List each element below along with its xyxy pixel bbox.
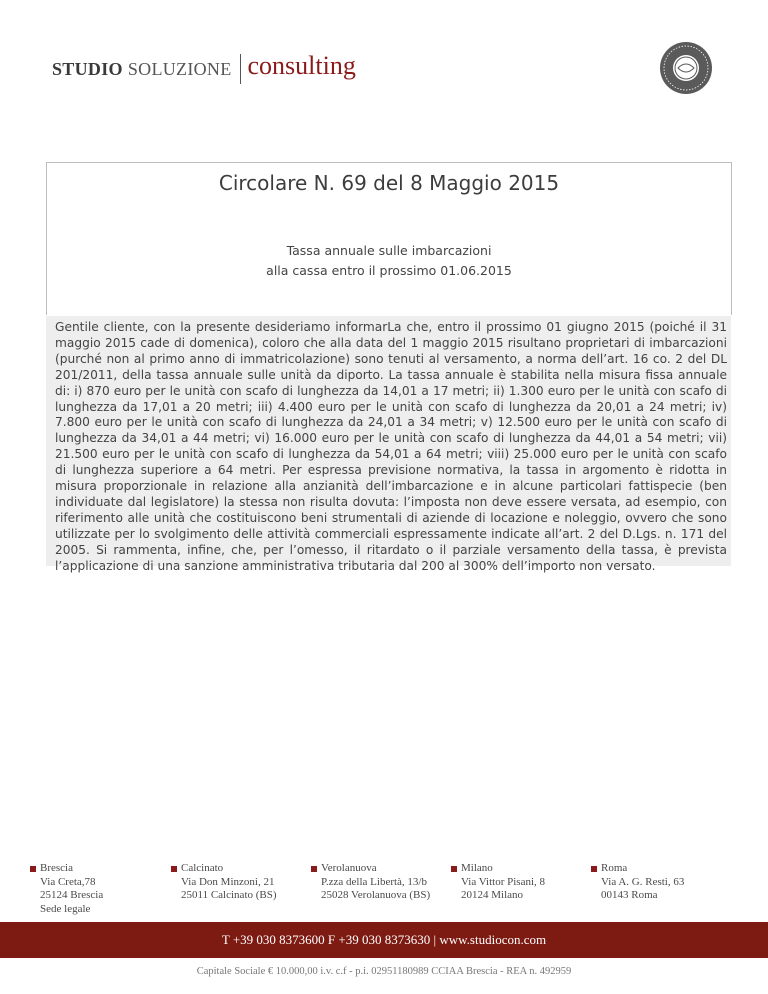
office-postcode: 25028 Verolanuova (BS): [321, 889, 431, 901]
office-address: Via Vittor Pisani, 8: [461, 875, 546, 888]
office-city: Brescia: [40, 862, 73, 874]
office-calcinato: [171, 862, 277, 903]
office-postcode: 00143 Roma: [601, 889, 658, 901]
office-roma: [591, 862, 684, 903]
office-addresses: [30, 862, 730, 922]
bullet-square-icon: [30, 866, 36, 872]
office-milano: [451, 862, 545, 903]
bullet-square-icon: [311, 866, 317, 872]
bullet-square-icon: [171, 866, 177, 872]
bullet-square-icon: [591, 866, 597, 872]
office-address: P.zza della Libertà, 13/b: [321, 875, 427, 888]
footer-legal-info: Capitale Sociale € 10.000,00 i.v. c.f - p.i. 02951180989 CCIAA Brescia - REA n. 492959: [196, 966, 572, 977]
logo-soluzione: SOLUZIONE: [127, 58, 232, 79]
company-logo: [52, 52, 356, 86]
office-address: Via Creta,78: [40, 875, 96, 888]
office-note: Sede legale: [40, 902, 91, 915]
office-postcode: 25124 Brescia: [40, 889, 104, 901]
office-city: Milano: [461, 862, 493, 874]
office-city: Verolanuova: [321, 862, 377, 874]
logo-consulting: consulting: [247, 51, 356, 80]
logo-studio: STUDIO: [52, 58, 123, 79]
logo-divider: [240, 54, 241, 84]
certification-seal-icon: [658, 40, 714, 96]
office-postcode: 20124 Milano: [461, 889, 524, 901]
circular-header: [46, 162, 732, 315]
office-city: Roma: [601, 862, 628, 874]
circular-subject: [47, 241, 731, 281]
office-address: Via A. G. Resti, 63: [601, 875, 685, 888]
subject-line-2: alla cassa entro il prossimo 01.06.2015: [266, 263, 512, 278]
bullet-square-icon: [451, 866, 457, 872]
office-brescia: [30, 862, 103, 916]
circular-body: [46, 316, 731, 573]
office-verolanuova: [311, 862, 430, 903]
body-paragraph: Gentile cliente, con la presente desideriamo informarLa che, entro il prossimo 01 giugno 2015 (poiché il 31 maggio 2015 cade di domenica), coloro che alla data del 1 maggio 2015 risultano proprietari di imbarcazioni (purché non al primo anno di immatricolazione) sono tenuti al versamento, a norma dell’art. 16 co. 2 del DL 201/2011, della tassa annuale sulle unità da diporto. La tassa annuale è stabilita nella misura fissa annuale di: i) 870 euro per le unità con scafo di lunghezza da 14,01 a 17 metri; ii) 1.300 euro per le unità con scafo di lunghezza da 17,01 a 20 metri; iii) 4.400 euro per le unità con scafo di lunghezza da 20,01 a 24 metri; iv) 7.800 euro per le unità con scafo di lunghezza da 24,01 a 34 metri; v) 12.500 euro per le unità con scafo di lunghezza da 34,01 a 44 metri; vi) 16.000 euro per le unità con scafo di lunghezza da 44,01 a 54 metri; vii) 21.500 euro per le unità con scafo di lunghezza da 54,01 a 64 metri; viii) 25.000 euro per le unità con scafo di lunghezza superiore a 64 metri. Per espressa previsione normativa, la tassa in argomento è ridotta in misura proporzionale in relazione alla anzianità dell’imbarcazione e in alcune particolari fattispecie (ben individuate dal legislatore) la stessa non risulta dovuta: l’imposta non deve essere versata, ad esempio, con riferimento alle unità che costituiscono beni strumentali di aziende di locazione e noleggio, ovvero che sono utilizzate per lo svolgimento delle attività commerciali espressamente indicate all’art. 2 del D.Lgs. n. 171 del 2005. Si rammenta, infine, che, per l’omesso, il ritardato o il parziale versamento della tassa, è prevista l’applicazione di una sanzione amministrativa tributaria dal 200 al 300% dell’importo non versato.: [55, 320, 727, 573]
office-city: Calcinato: [181, 862, 224, 874]
footer-contacts-band: [0, 922, 768, 958]
subject-line-1: Tassa annuale sulle imbarcazioni: [286, 243, 492, 258]
office-postcode: 25011 Calcinato (BS): [181, 889, 277, 901]
footer-contacts: T +39 030 8373600 F +39 030 8373630 | www.studiocon.com: [221, 932, 547, 947]
office-address: Via Don Minzoni, 21: [181, 875, 275, 888]
page-title: Circolare N. 69 del 8 Maggio 2015: [218, 171, 560, 195]
